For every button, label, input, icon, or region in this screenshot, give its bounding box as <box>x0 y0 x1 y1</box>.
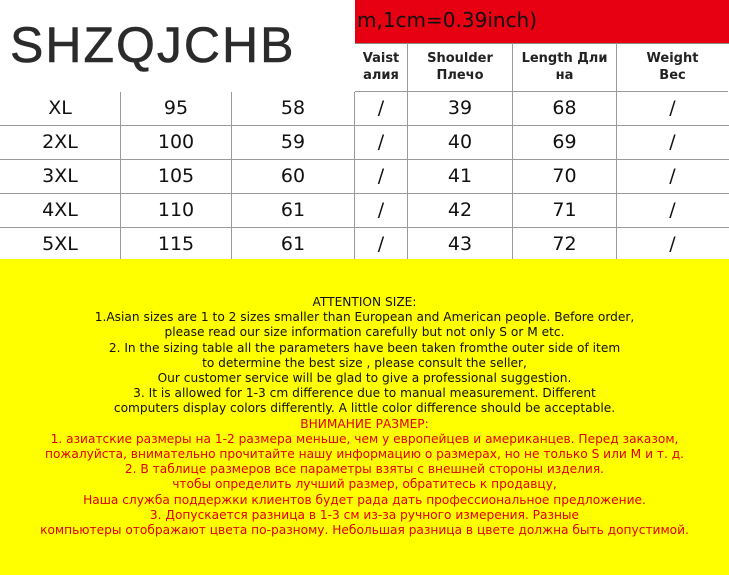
size-notes-panel <box>0 259 729 575</box>
notes-en-line: please read our size information carefully but not only S or M etc. <box>164 325 565 340</box>
header-length-line2: на <box>555 68 574 83</box>
waist-cell: / <box>355 91 408 125</box>
size-cell: 4XL <box>0 193 121 227</box>
notes-en-line: 3. It is allowed for 1-3 cm difference due to manual measurement. Different <box>133 386 596 401</box>
col3-cell: 58 <box>232 91 355 125</box>
header-waist-line1: Vaist <box>362 51 400 66</box>
weight-cell: / <box>669 233 676 255</box>
notes-ru-line: Наша служба поддержки клиентов будет рада дать профессиональное предложение. <box>83 492 646 507</box>
notes-en-line: Our customer service will be glad to give a professional suggestion. <box>157 371 572 386</box>
brand-logo: SHZQJCHB <box>10 17 296 73</box>
notes-ru-line: 1. азиатские размеры на 1-2 размера меньше, чем у европейцев и американцев. Перед заказом, <box>50 431 679 446</box>
header-length <box>513 43 617 92</box>
size-cell: 5XL <box>0 227 121 261</box>
header-length-line1: Length Дли <box>521 51 608 66</box>
header-shoulder <box>408 43 513 92</box>
size-cell: 2XL <box>0 125 121 159</box>
length-cell: 71 <box>513 193 617 227</box>
notes-en-line: 1.Asian sizes are 1 to 2 sizes smaller than European and American people. Before order, <box>94 310 635 325</box>
notes-ru-line: 2. В таблице размеров все параметры взяты с внешней стороны изделия. <box>124 462 605 477</box>
notes-en-title: ATTENTION SIZE: <box>312 295 417 309</box>
notes-text <box>0 295 729 538</box>
bust-cell: 95 <box>121 91 232 125</box>
header-weight-line1: Weight <box>646 51 699 66</box>
size-cell: XL <box>0 91 121 125</box>
table-row <box>0 193 729 228</box>
header-weight <box>617 43 728 92</box>
notes-en-line: 2. In the sizing table all the parameters have been taken fromthe outer side of item <box>108 340 621 355</box>
bust-cell: 115 <box>121 227 232 261</box>
shoulder-cell: 40 <box>408 125 513 159</box>
notes-ru-title: ВНИМАНИЕ РАЗМЕР: <box>300 416 429 431</box>
col3-cell: 61 <box>232 193 355 227</box>
shoulder-cell: 43 <box>408 227 513 261</box>
table-row <box>0 159 729 194</box>
bust-cell: 100 <box>121 125 232 159</box>
weight-cell: / <box>669 199 676 221</box>
logo-overlay <box>0 0 355 92</box>
length-cell: 68 <box>513 91 617 125</box>
header-shoulder-line1: Shoulder <box>427 51 493 66</box>
weight-cell: / <box>669 97 676 119</box>
notes-ru-line: компьютеры отображают цвета по-разному. Небольшая разница в цвете должна быть допустимой. <box>40 523 689 538</box>
shoulder-cell: 41 <box>408 159 513 193</box>
table-row <box>0 91 729 126</box>
length-cell: 72 <box>513 227 617 261</box>
header-shoulder-line2: Плечо <box>436 68 484 83</box>
table-row <box>0 125 729 160</box>
bust-cell: 105 <box>121 159 232 193</box>
header-waist <box>355 43 408 92</box>
notes-ru-line: 3. Допускается разница в 1-3 см из-за ручного измерения. Разные <box>149 507 580 522</box>
unit-header-bar <box>355 0 729 44</box>
unit-header-text: m,1cm=0.39inch) <box>357 8 538 32</box>
waist-cell: / <box>355 227 408 261</box>
length-cell: 70 <box>513 159 617 193</box>
waist-cell: / <box>355 193 408 227</box>
size-cell: 3XL <box>0 159 121 193</box>
col3-cell: 60 <box>232 159 355 193</box>
header-weight-line2: Вес <box>659 68 686 83</box>
shoulder-cell: 42 <box>408 193 513 227</box>
notes-ru-line: чтобы определить лучший размер, обратитесь к продавцу, <box>172 477 557 492</box>
bust-cell: 110 <box>121 193 232 227</box>
weight-cell: / <box>669 165 676 187</box>
weight-cell: / <box>669 131 676 153</box>
notes-en-line: to determine the best size , please consult the seller, <box>202 355 527 370</box>
col3-cell: 59 <box>232 125 355 159</box>
waist-cell: / <box>355 159 408 193</box>
waist-cell: / <box>355 125 408 159</box>
length-cell: 69 <box>513 125 617 159</box>
table-row <box>0 227 729 262</box>
header-waist-line2: алия <box>363 68 399 83</box>
notes-en-line: computers display colors differently. A little color difference should be acceptable. <box>113 401 616 416</box>
notes-ru-line: пожалуйста, внимательно прочитайте нашу информацию о размерах, но не только S или M и т. д. <box>44 447 685 462</box>
shoulder-cell: 39 <box>408 91 513 125</box>
col3-cell: 61 <box>232 227 355 261</box>
